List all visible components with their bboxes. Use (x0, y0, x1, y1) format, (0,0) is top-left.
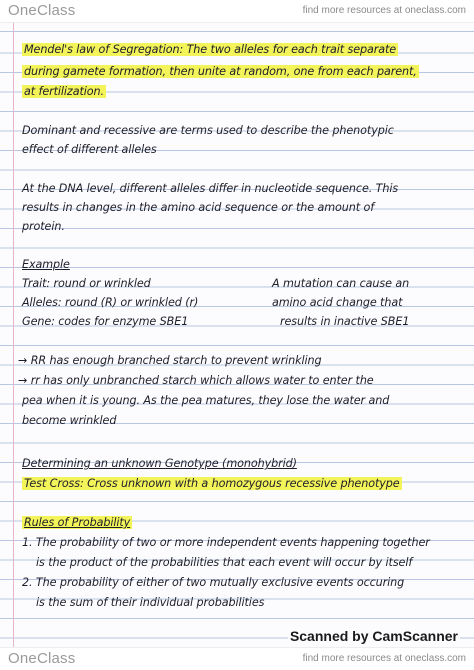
test-cross-line: Test Cross: Cross unknown with a homozygous recessive phenotype (24, 477, 400, 490)
dna-line-1: At the DNA level, different alleles differ in nucleotide sequence. This (22, 182, 399, 195)
rr-note-line-2: → rr has only unbranched starch which allows water to enter the (18, 374, 374, 387)
rule-2-line-1: 2. The probability of either of two mutually exclusive events occuring (22, 576, 405, 589)
rr-note-line-1: → RR has enough branched starch to prevent wrinkling (18, 354, 322, 367)
find-resources-link-bottom[interactable]: find more resources at oneclass.com (302, 653, 466, 664)
rule-1-line-2: is the product of the probabilities that each event will occur by itself (36, 556, 413, 569)
rr-note-line-4: become wrinkled (22, 414, 117, 427)
rule-2-line-2: is the sum of their individual probabilities (36, 596, 265, 609)
mutation-note-3: results in inactive SBE1 (280, 315, 410, 328)
mutation-note-2: amino acid change that (272, 296, 403, 309)
dna-line-3: protein. (22, 220, 65, 233)
mendel-law-line-1: Mendel's law of Segregation: The two alleles for each trait separate (24, 43, 397, 56)
watermark-top-bar (0, 0, 474, 23)
dominant-line-1: Dominant and recessive are terms used to describe the phenotypic (22, 124, 394, 137)
rr-note-line-3: pea when it is young. As the pea matures, they lose the water and (22, 394, 390, 407)
rule-1-line-1: 1. The probability of two or more independent events happening together (22, 536, 430, 549)
example-alleles: Alleles: round (R) or wrinkled (r) (22, 296, 199, 309)
find-resources-link[interactable]: find more resources at oneclass.com (302, 5, 466, 16)
example-gene: Gene: codes for enzyme SBE1 (22, 315, 189, 328)
oneclass-logo-bottom[interactable]: OneClass (8, 650, 76, 667)
mendel-law-line-2: during gamete formation, then unite at random, one from each parent, (24, 65, 417, 78)
determining-genotype-heading: Determining an unknown Genotype (monohybrid) (22, 457, 297, 470)
mutation-note-1: A mutation can cause an (272, 277, 410, 290)
oneclass-logo[interactable]: OneClass (8, 2, 76, 19)
dominant-line-2: effect of different alleles (22, 143, 157, 156)
rules-of-probability-heading: Rules of Probability (24, 516, 131, 529)
example-heading: Example (22, 258, 70, 271)
watermark-bottom-bar (0, 647, 474, 670)
notebook-paper (0, 22, 474, 648)
camscanner-mark: Scanned by CamScanner (289, 628, 458, 644)
mendel-law-line-3: at fertilization. (24, 85, 104, 98)
dna-line-2: results in changes in the amino acid sequence or the amount of (22, 201, 375, 214)
example-trait: Trait: round or wrinkled (22, 277, 151, 290)
margin-line (13, 22, 14, 648)
